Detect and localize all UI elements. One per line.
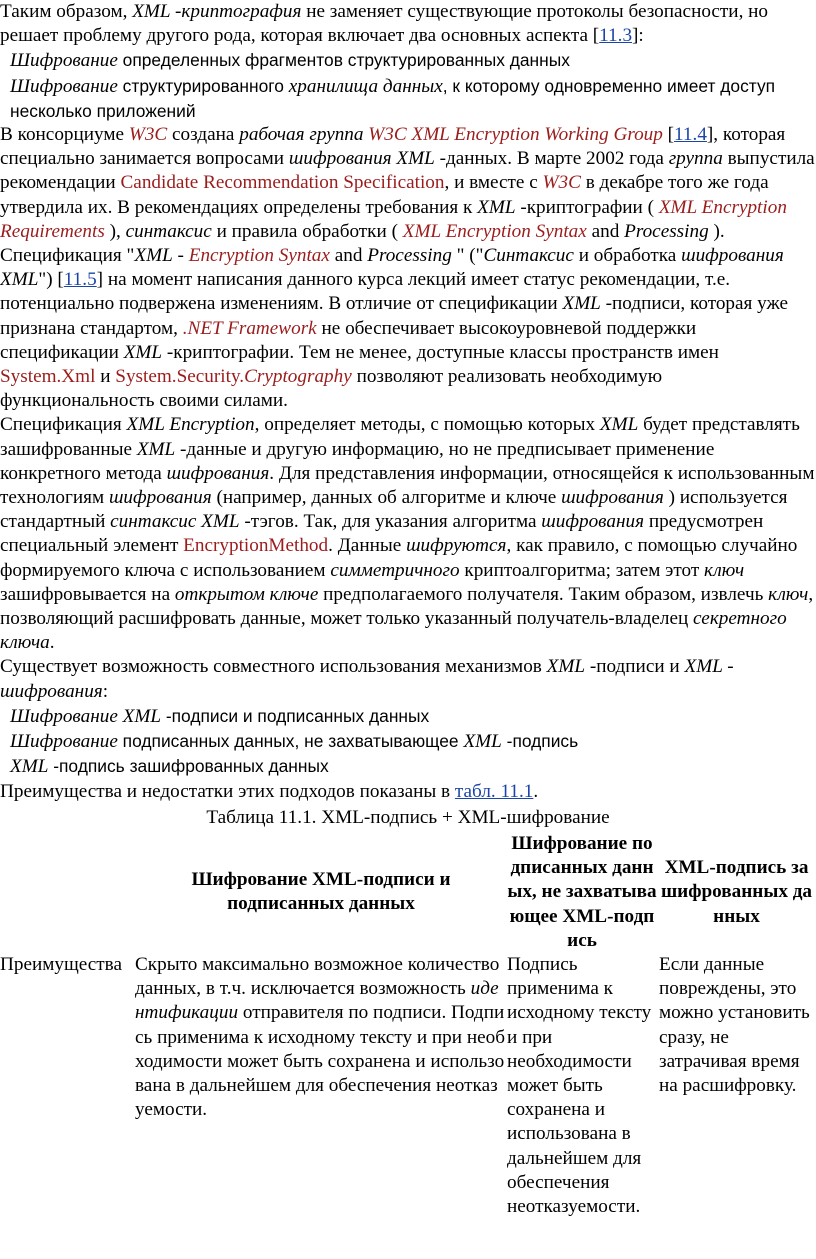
text: , к которому одновременно имеет доступ несколько приложений <box>10 75 776 121</box>
text: . <box>533 780 539 802</box>
text: , как правило, с помощью случайно формируемого ключа с использованием <box>0 535 798 581</box>
text: структурированного <box>117 75 289 96</box>
term: Синтаксис <box>483 245 574 267</box>
text: ). Спецификация " <box>0 220 725 267</box>
term: шифрования <box>108 487 212 509</box>
term: шифрования <box>561 487 664 509</box>
text: -данные и другую информацию, но не предписывает применение конкретного метода <box>0 438 715 484</box>
text: зашифровывается на <box>0 583 175 605</box>
table-row-label: Преимущества <box>0 953 122 975</box>
list-item <box>0 48 816 73</box>
term: ключ <box>768 583 809 605</box>
term: шифрования XML <box>288 148 435 170</box>
term: Шифрование <box>10 731 118 753</box>
term: XML <box>10 756 49 778</box>
paragraph-combined <box>0 655 816 703</box>
text: , и вместе с <box>444 172 543 194</box>
code-term: W3C <box>128 124 168 146</box>
text: . Для представления информации, относящейся к использованным технологиям <box>0 462 815 509</box>
term: Шифрование <box>10 50 118 72</box>
term: шифрования XML <box>0 245 784 291</box>
text: . Данные <box>328 535 407 557</box>
paragraph-intro <box>0 0 816 48</box>
text: (например, данных об алгоритме и ключе <box>211 487 562 509</box>
text: отправителя по подписи. Подпись применима к исходному тексту и при необходимости может быть сохранена и использована в дальнейшем для обеспечения неотказуемости. <box>135 1002 505 1121</box>
table-cell: Если данные повреждены, это можно установить сразу, не затрачивая время на расшифровку. <box>659 953 810 1096</box>
term: идентификации <box>135 978 499 1024</box>
text: - <box>172 245 189 267</box>
text: , определяет методы, с помощью которых <box>254 414 600 436</box>
table-row <box>0 953 816 1219</box>
code-term: Encryption Syntax <box>188 245 330 267</box>
table-reference-link[interactable]: табл. 11.1 <box>454 780 534 802</box>
text: будет представлять зашифрованные <box>0 414 800 460</box>
text: . <box>49 632 55 654</box>
term: синтаксис XML <box>110 511 240 533</box>
text: -тэгов. Так, для указания алгоритма <box>239 511 542 533</box>
text: ] на момент написания данного курса лекций имеет статус рекомендации, т.е. потенциально подвержена изменениям. В отличие от спецификации <box>0 269 731 315</box>
text: В консорциуме <box>0 124 129 146</box>
term: шифрования <box>541 511 645 533</box>
term: Шифрование XML <box>10 705 162 727</box>
text: и <box>95 366 116 388</box>
term: рабочая группа <box>239 124 364 146</box>
text: and <box>586 220 625 242</box>
table-caption: Таблица 11.1. XML-подпись + XML-шифрование <box>206 806 610 828</box>
code-term: W3C <box>542 172 581 194</box>
paragraph-table-ref <box>0 780 816 804</box>
text: ") [ <box>38 269 64 291</box>
text: -подпись <box>501 731 579 752</box>
term: XML <box>562 293 601 315</box>
term: открытом ключе <box>174 583 319 605</box>
term: Processing <box>367 245 452 267</box>
text: и правила обработки ( <box>211 220 403 242</box>
table-header-row <box>0 832 816 953</box>
reference-link-11-5[interactable]: 11.5 <box>63 269 97 291</box>
text: и обработка <box>573 245 682 267</box>
term: XML <box>134 245 173 267</box>
text: предполагаемого получателя. Таким образом, извлечь <box>318 583 769 605</box>
list-item <box>0 754 816 779</box>
term: XML -криптография <box>132 1 302 22</box>
text: определенных фрагментов структурированных данных <box>117 50 570 71</box>
term: шифрования <box>166 462 270 484</box>
reference-link-11-4[interactable]: 11.4 <box>674 124 707 146</box>
table-cell <box>135 953 507 1219</box>
code-term: W3C XML Encryption Working Group <box>368 124 663 146</box>
code-term: System.Xml <box>0 366 96 388</box>
text: ]: <box>632 25 644 47</box>
text: : <box>102 680 109 702</box>
term: шифруются <box>406 535 507 557</box>
term: Processing <box>624 220 709 242</box>
text: позволяют реализовать необходимую функциональность своими силами. <box>0 366 663 412</box>
term: XML <box>546 656 586 678</box>
text: подписанных данных, не захватывающее <box>117 731 464 752</box>
list-item <box>0 729 816 754</box>
text: Существует возможность совместного использования механизмов <box>0 656 547 678</box>
text: , позволяющий расшифровать данные, может только указанный получатель-владелец <box>0 583 814 630</box>
list-item <box>0 704 816 729</box>
text: -криптографии ( <box>515 196 659 218</box>
text: Таким образом, <box>0 1 133 22</box>
term: Шифрование <box>10 75 118 97</box>
term: XML <box>463 731 502 753</box>
term: XML <box>477 196 516 218</box>
code-term: EncryptionMethod <box>183 535 329 557</box>
table-header-cell: XML-подпись зашифрованных данных <box>660 857 813 927</box>
text: -криптографии. Тем не менее, доступные классы пространств имен <box>162 341 719 363</box>
text: ) используется стандартный <box>0 487 788 533</box>
code-term: Cryptography <box>244 366 352 388</box>
code-term: System.Security. <box>115 366 245 388</box>
text: [ <box>662 124 675 146</box>
paragraph-w3c <box>0 123 816 413</box>
text: предусмотрен специальный элемент <box>0 511 764 557</box>
text: Скрыто максимально возможное количество данных, в т.ч. исключается возможность <box>135 953 500 1000</box>
term: хранилища данных <box>288 75 443 97</box>
reference-link-11-3[interactable]: 11.3 <box>599 25 633 47</box>
text: в декабре того же года утвердила их. В рекомендациях определены требования к <box>0 172 769 218</box>
code-term: .NET Framework <box>182 317 317 339</box>
term: синтаксис <box>125 220 212 242</box>
text: and <box>329 245 368 267</box>
list-item <box>0 74 816 123</box>
paragraph-spec <box>0 413 816 655</box>
text: -подписи и <box>585 656 685 678</box>
text: ], которая специально занимается вопросами <box>0 124 786 170</box>
term: секретного ключа <box>0 608 787 654</box>
text: -данных. В марте 2002 года <box>434 148 669 170</box>
text: выпустила рекомендации <box>0 148 815 194</box>
term: XML - шифрования <box>0 656 734 702</box>
text: не обеспечивает высокоуровневой поддержки спецификации <box>0 317 697 363</box>
text: -подписи, которая уже признана стандартом, <box>0 293 789 339</box>
code-term: Candidate Recommendation Specification <box>120 172 445 194</box>
term: XML Encryption <box>126 414 255 436</box>
code-term: XML Encryption Syntax <box>402 220 587 242</box>
term: XML <box>123 341 163 363</box>
text: Преимущества и недостатки этих подходов показаны в <box>0 780 455 802</box>
text: -подпись зашифрованных данных <box>48 756 329 777</box>
text: -подписи и подписанных данных <box>161 705 430 726</box>
comparison-table <box>0 832 816 1219</box>
term: группа <box>668 148 723 170</box>
text: не заменяет существующие протоколы безопасности, но решает проблему другого рода, которая включает два основных аспекта [ <box>0 1 769 47</box>
text: ), <box>104 220 126 242</box>
code-term: XML Encryption Requirements <box>0 196 787 242</box>
table-cell: Подпись применима к исходному тексту и при необходимости может быть сохранена и использована в дальнейшем для обеспечения неотказуемости. <box>507 953 652 1217</box>
text: создана <box>167 124 240 146</box>
term: ключ <box>704 559 745 581</box>
table-header-cell <box>0 832 135 953</box>
term: симметричного <box>330 559 460 581</box>
term: XML <box>136 438 176 460</box>
term: XML <box>599 414 639 436</box>
table-header-cell: Шифрование XML-подписи и подписанных данных <box>191 869 451 915</box>
text: криптоалгоритма; затем этот <box>459 559 705 581</box>
table-header-cell: Шифрование подписанных данных, не захватывающее XML-подпись <box>507 832 657 951</box>
text: Спецификация <box>0 414 127 436</box>
text: " (" <box>451 245 484 267</box>
